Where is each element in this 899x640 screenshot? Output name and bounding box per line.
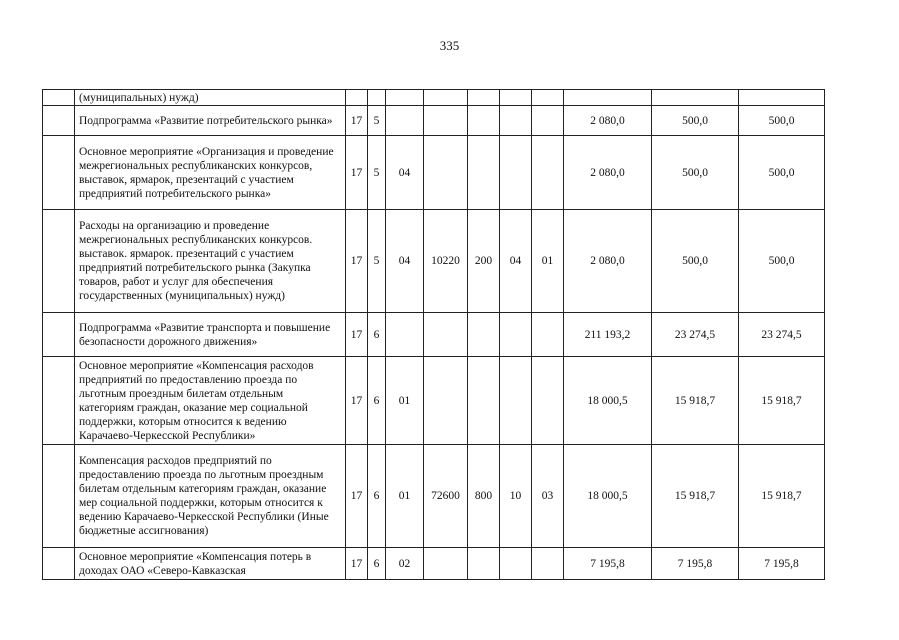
amount-cell: 500,0 xyxy=(739,210,825,313)
code-cell xyxy=(468,106,500,136)
table-row xyxy=(43,106,825,136)
code-cell xyxy=(386,90,424,106)
amount-cell: 500,0 xyxy=(739,136,825,210)
amount-cell: 18 000,5 xyxy=(564,357,652,445)
code-cell: 04 xyxy=(386,136,424,210)
code-cell xyxy=(500,106,532,136)
row-number-cell xyxy=(43,313,75,357)
table-row xyxy=(43,313,825,357)
amount-cell: 23 274,5 xyxy=(652,313,739,357)
code-cell: 04 xyxy=(500,210,532,313)
amount-cell: 2 080,0 xyxy=(564,210,652,313)
code-cell xyxy=(424,90,468,106)
code-cell: 10 xyxy=(500,445,532,548)
code-cell: 01 xyxy=(386,357,424,445)
amount-cell: 7 195,8 xyxy=(652,548,739,580)
code-cell xyxy=(424,313,468,357)
code-cell: 72600 xyxy=(424,445,468,548)
code-cell: 17 xyxy=(346,313,368,357)
code-cell xyxy=(424,357,468,445)
item-name-cell: Подпрограмма «Развитие транспорта и повышение безопасности дорожного движения» xyxy=(75,313,346,357)
code-cell xyxy=(468,136,500,210)
code-cell xyxy=(424,136,468,210)
code-cell xyxy=(468,313,500,357)
code-cell: 200 xyxy=(468,210,500,313)
amount-cell xyxy=(739,90,825,106)
code-cell xyxy=(500,548,532,580)
table-row xyxy=(43,445,825,548)
code-cell: 17 xyxy=(346,106,368,136)
item-name-cell: Компенсация расходов предприятий по предоставлению проезда по льготным проездным билетам отдельным категориям граждан, оказание мер социальной поддержки, которым относится к ведению Карачаево-Черкесской Республики (Иные бюджетные ассигнования) xyxy=(75,445,346,548)
amount-cell: 500,0 xyxy=(652,210,739,313)
code-cell xyxy=(468,357,500,445)
code-cell xyxy=(532,357,564,445)
table-row xyxy=(43,136,825,210)
code-cell xyxy=(368,90,386,106)
code-cell: 5 xyxy=(368,106,386,136)
code-cell xyxy=(468,548,500,580)
amount-cell: 500,0 xyxy=(652,136,739,210)
amount-cell: 23 274,5 xyxy=(739,313,825,357)
amount-cell: 500,0 xyxy=(652,106,739,136)
amount-cell: 2 080,0 xyxy=(564,106,652,136)
row-number-cell xyxy=(43,210,75,313)
amount-cell xyxy=(652,90,739,106)
code-cell xyxy=(532,548,564,580)
table-row xyxy=(43,90,825,106)
code-cell xyxy=(500,90,532,106)
code-cell: 6 xyxy=(368,548,386,580)
amount-cell: 7 195,8 xyxy=(739,548,825,580)
code-cell: 6 xyxy=(368,313,386,357)
code-cell xyxy=(424,548,468,580)
table-row xyxy=(43,210,825,313)
code-cell: 17 xyxy=(346,357,368,445)
amount-cell: 15 918,7 xyxy=(739,357,825,445)
row-number-cell xyxy=(43,548,75,580)
code-cell: 5 xyxy=(368,136,386,210)
code-cell: 6 xyxy=(368,357,386,445)
code-cell xyxy=(468,90,500,106)
row-number-cell xyxy=(43,90,75,106)
row-number-cell xyxy=(43,357,75,445)
item-name-cell: (муниципальных) нужд) xyxy=(75,90,346,106)
code-cell: 01 xyxy=(386,445,424,548)
code-cell: 10220 xyxy=(424,210,468,313)
code-cell: 02 xyxy=(386,548,424,580)
item-name-cell: Основное мероприятие «Компенсация потерь в доходах ОАО «Северо-Кавказская xyxy=(75,548,346,580)
item-name-cell: Расходы на организацию и проведение межрегиональных республиканских конкурсов. выставок. ярмарок. презентаций с участием предприятий потребительского рынка (Закупка товаров, работ и услуг для обеспечения государственных (муниципальных) нужд) xyxy=(75,210,346,313)
code-cell: 01 xyxy=(532,210,564,313)
row-number-cell xyxy=(43,106,75,136)
code-cell: 17 xyxy=(346,136,368,210)
code-cell xyxy=(500,313,532,357)
code-cell xyxy=(500,357,532,445)
code-cell xyxy=(532,90,564,106)
page-number: 335 xyxy=(439,38,460,53)
code-cell: 17 xyxy=(346,548,368,580)
amount-cell: 7 195,8 xyxy=(564,548,652,580)
code-cell: 04 xyxy=(386,210,424,313)
amount-cell: 15 918,7 xyxy=(652,445,739,548)
code-cell xyxy=(532,106,564,136)
table-row xyxy=(43,357,825,445)
code-cell xyxy=(386,313,424,357)
code-cell xyxy=(386,106,424,136)
code-cell: 17 xyxy=(346,210,368,313)
amount-cell: 500,0 xyxy=(739,106,825,136)
code-cell: 17 xyxy=(346,445,368,548)
amount-cell: 15 918,7 xyxy=(739,445,825,548)
item-name-cell: Основное мероприятие «Организация и проведение межрегиональных республиканских конкурсов, выставок, ярмарок, презентаций с участием предприятий потребительского рынка» xyxy=(75,136,346,210)
budget-table xyxy=(42,89,825,580)
amount-cell: 15 918,7 xyxy=(652,357,739,445)
amount-cell: 211 193,2 xyxy=(564,313,652,357)
code-cell xyxy=(346,90,368,106)
code-cell xyxy=(500,136,532,210)
code-cell xyxy=(424,106,468,136)
code-cell: 6 xyxy=(368,445,386,548)
amount-cell xyxy=(564,90,652,106)
code-cell: 03 xyxy=(532,445,564,548)
row-number-cell xyxy=(43,136,75,210)
item-name-cell: Основное мероприятие «Компенсация расходов предприятий по предоставлению проезда по льготным проездным билетам отдельным категориям граждан, оказание мер социальной поддержки, которым относится к ведению Карачаево-Черкесской Республики» xyxy=(75,357,346,445)
code-cell xyxy=(532,136,564,210)
code-cell: 800 xyxy=(468,445,500,548)
amount-cell: 18 000,5 xyxy=(564,445,652,548)
amount-cell: 2 080,0 xyxy=(564,136,652,210)
row-number-cell xyxy=(43,445,75,548)
code-cell xyxy=(532,313,564,357)
item-name-cell: Подпрограмма «Развитие потребительского рынка» xyxy=(75,106,346,136)
code-cell: 5 xyxy=(368,210,386,313)
table-row xyxy=(43,548,825,580)
